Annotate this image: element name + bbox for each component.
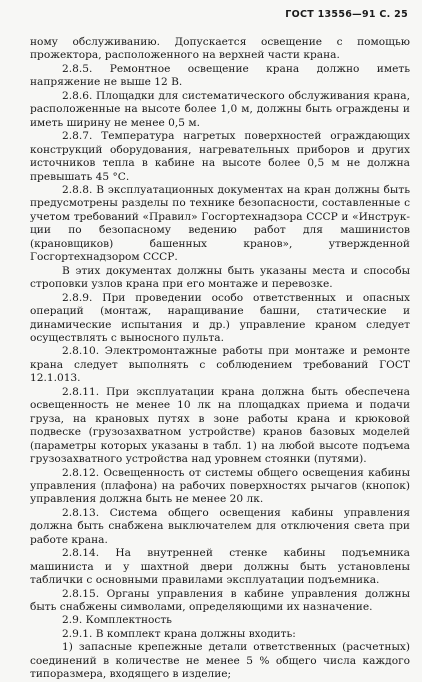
document-body — [30, 36, 410, 682]
paragraph: 2.8.6. Площадки для систематического обслуживания крана, расположенные на высоте более 1,0 м, должны быть ограждены и иметь ширину не менее 0,5 м. — [30, 89, 410, 129]
paragraph: 2.9.1. В комплект крана должны входить: — [62, 627, 296, 640]
paragraph: 2.8.9. При проведении особо ответственных и опасных операций (монтаж, наращивание башни, статические и динамические испытания и др.) управление краном следует осуществлять с выносного пульта. — [30, 291, 410, 344]
paragraph: 2.8.12. Освещенность от системы общего освещения кабины управления (плафона) на рабочих поверхностях рычагов (кнопок) управления должна быть не менее 20 лк. — [30, 466, 410, 506]
paragraph: 2.8.14. На внутренней стенке кабины подъемника машиниста и у шахтной двери должны быть установлены таблички с основными правилами эксплуатации подъемника. — [30, 547, 410, 587]
paragraph: 2.8.5. Ремонтное освещение крана должно иметь напряжение не выше 12 В. — [30, 62, 410, 89]
paragraph: 2.8.15. Органы управления в кабине управления должны быть снабжены символами, определяющими их назначение. — [30, 587, 410, 614]
paragraph: 2.8.11. При эксплуатации крана должна быть обеспечена освещенность не менее 10 лк на площадках приема и подачи груза, на крановых путях в зоне работы крана и крюковой подвеске (грузозахватном устройстве) кранов базовых моделей (параметры которых указаны в табл. 1) на любой высоте подъема грузозахватного устройства над уровнем стоянки (путями). — [30, 385, 410, 466]
paragraph: ному обслуживанию. Допускается освещение с помощью прожектора, расположенного на верхней части крана. — [30, 36, 410, 62]
paragraph: 2.8.13. Система общего освещения кабины управления должна быть снабжена выключателем для отключения света при работе крана. — [30, 506, 410, 546]
paragraph: 2.8.10. Электромонтажные работы при монтаже и ремонте крана следует выполнять с соблюдением требований ГОСТ 12.1.013. — [30, 345, 410, 385]
paragraph: 2.9. Комплектность — [62, 614, 172, 627]
page-header: ГОСТ 13556—91 С. 25 — [285, 9, 408, 20]
paragraph: 2.8.8. В эксплуатационных документах на кран должны быть предусмотрены разделы по технике безопасности, составленные с учетом требований «Правил» Госгортехнадзора СССР и «Инструкции по безопасному ведению работ для машинистов (крановщиков) башенных кранов», утвержденной Госгортехнадзором СССР. — [30, 183, 410, 264]
paragraph: 1) запасные крепежные детали ответственных (расчетных) соединений в количестве не менее 5 % общего числа каждого типоразмера, входящего в изделие; — [30, 641, 410, 681]
paragraph: В этих документах должны быть указаны места и способы строповки узлов крана при его монтаже и перевозке. — [30, 264, 410, 291]
paragraph: 2.8.7. Температура нагретых поверхностей ограждающих конструкций оборудования, нагревательных приборов и других источников тепла в кабине на высоте более 0,5 м не должна превышать 45 °С. — [30, 130, 410, 183]
